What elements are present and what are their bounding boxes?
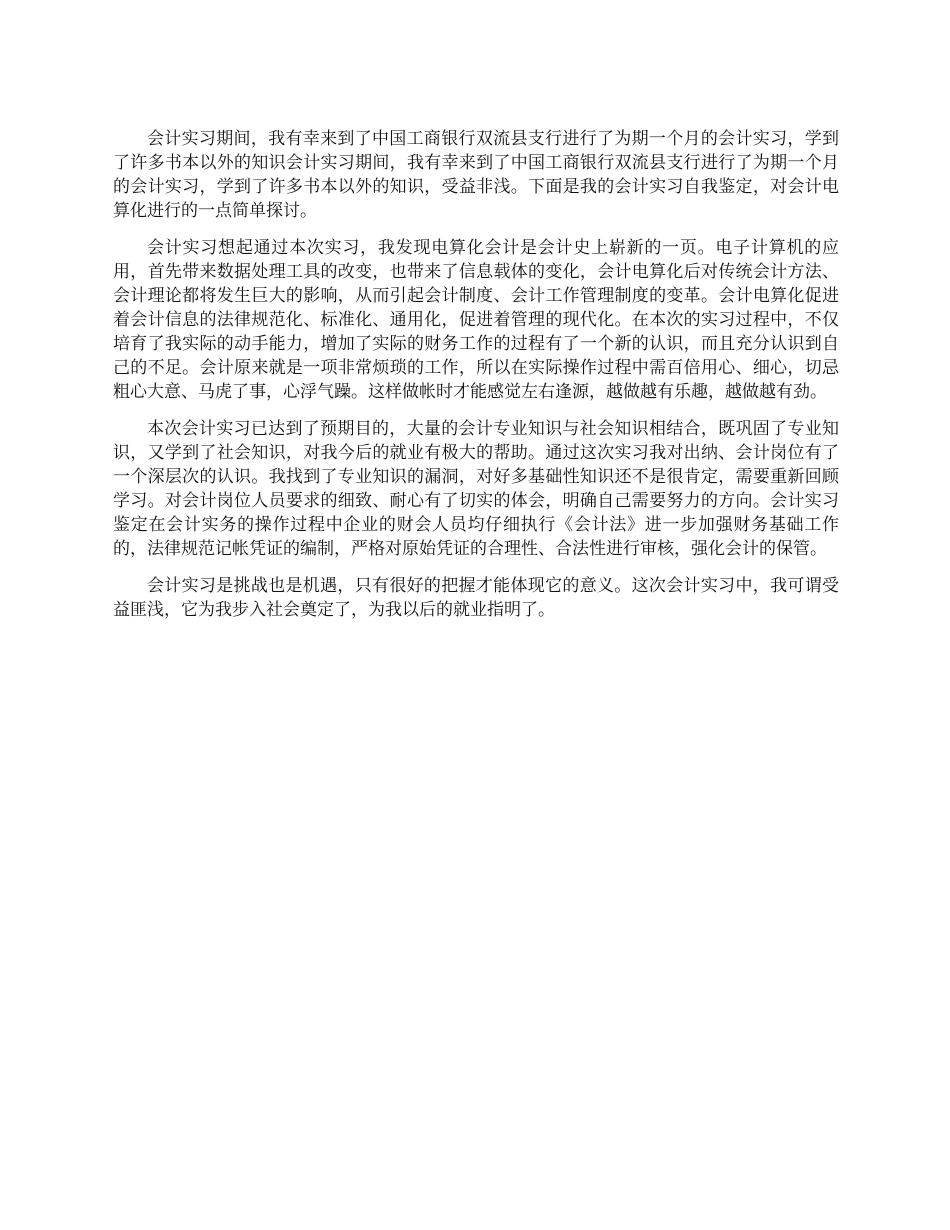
paragraph-3: 本次会计实习已达到了预期目的，大量的会计专业知识与社会知识相结合，既巩固了专业知识，又学到了社会知识，对我今后的就业有极大的帮助。通过这次实习我对出纳、会计岗位有了一个深层次的认识。我找到了专业知识的漏洞，对好多基础性知识还不是很肯定，需要重新回顾学习。对会计岗位人员要求的细致、耐心有了切实的体会，明确自己需要努力的方向。会计实习鉴定在会计实务的操作过程中企业的财会人员均仔细执行《会计法》进一步加强财务基础工作的，法律规范记帐凭证的编制，严格对原始凭证的合理性、合法性进行审核，强化会计的保管。 — [113, 419, 839, 559]
paragraph-1: 会计实习期间，我有幸来到了中国工商银行双流县支行进行了为期一个月的会计实习，学到了许多书本以外的知识会计实习期间，我有幸来到了中国工商银行双流县支行进行了为期一个月的会计实习，学到了许多书本以外的知识，受益非浅。下面是我的会计实习自我鉴定，对会计电算化进行的一点简单探讨。 — [113, 129, 839, 221]
paragraph-4: 会计实习是挑战也是机遇，只有很好的把握才能体现它的意义。这次会计实习中，我可谓受益匪浅，它为我步入社会奠定了，为我以后的就业指明了。 — [113, 576, 839, 620]
paragraph-2: 会计实习想起通过本次实习，我发现电算化会计是会计史上崭新的一页。电子计算机的应用，首先带来数据处理工具的改变，也带来了信息载体的变化，会计电算化后对传统会计方法、会计理论都将发生巨大的影响，从而引起会计制度、会计工作管理制度的变革。会计电算化促进着会计信息的法律规范化、标准化、通用化，促进着管理的现代化。在本次的实习过程中，不仅培育了我实际的动手能力，增加了实际的财务工作的过程有了一个新的认识，而且充分认识到自己的不足。会计原来就是一项非常烦琐的工作，所以在实际操作过程中需百倍用心、细心，切忌粗心大意、马虎了事，心浮气躁。这样做帐时才能感觉左右逢源，越做越有乐趣，越做越有劲。 — [113, 238, 839, 402]
document-body — [113, 127, 839, 635]
